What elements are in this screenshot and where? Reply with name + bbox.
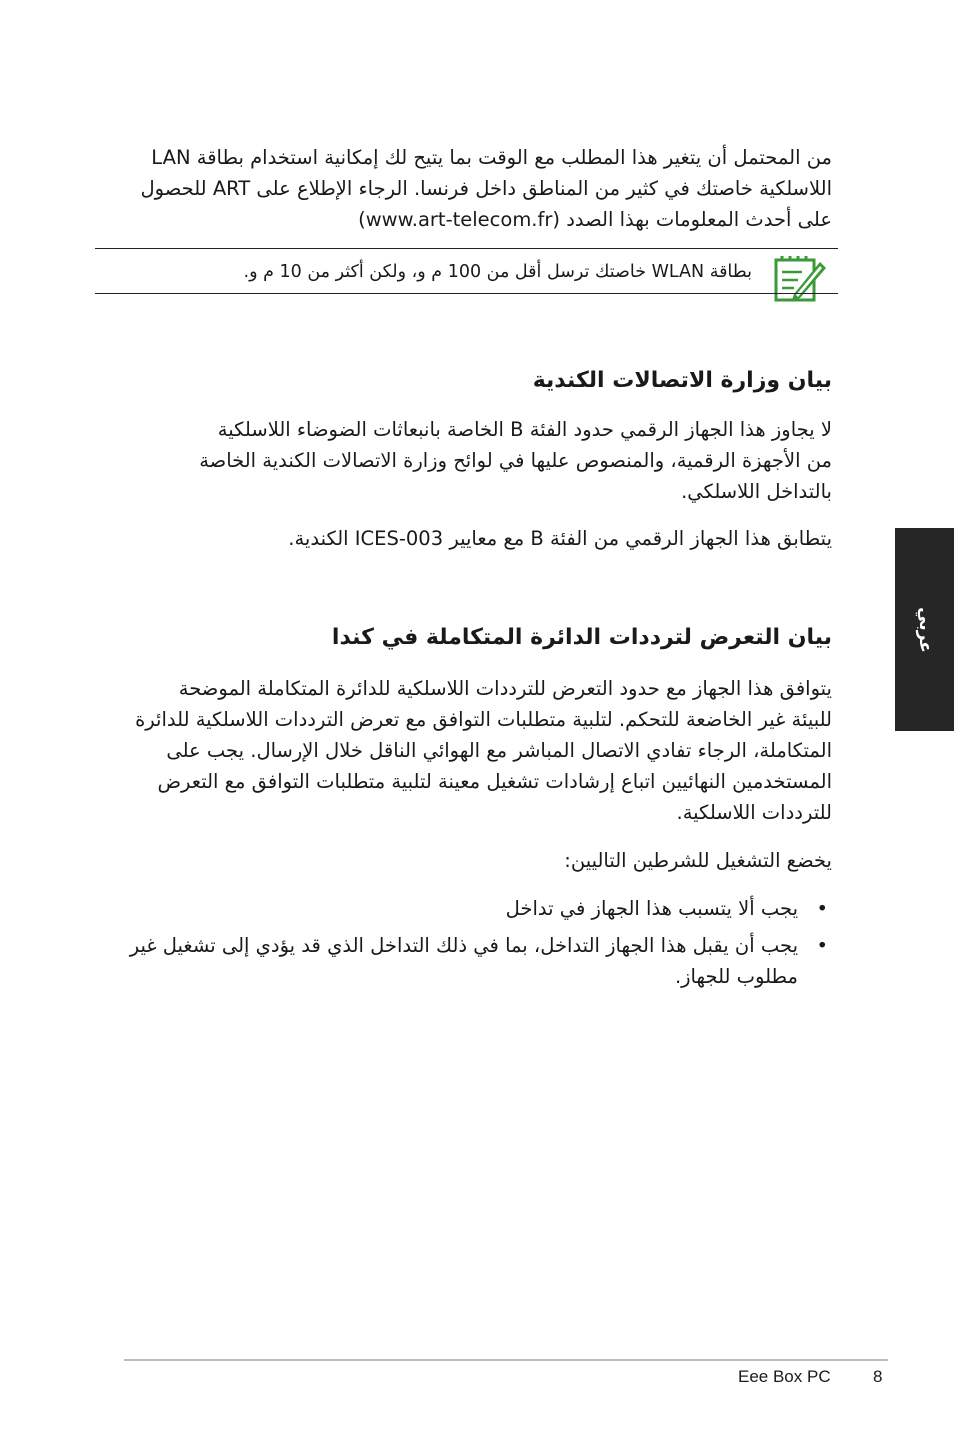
section2-line: يتوافق هذا الجهاز مع حدود التعرض للترددات اللاسلكية للدائرة المتكاملة الموضحة: [178, 677, 832, 700]
list-item: [118, 930, 832, 992]
section1-compliance-text: يتطابق هذا الجهاز الرقمي من الفئة B مع معايير ICES-003 الكندية.: [288, 527, 832, 550]
list-item: [118, 893, 832, 924]
section2-paragraph: [118, 673, 832, 828]
intro-line: اللاسلكية خاصتك في كثير من المناطق داخل فرنسا. الرجاء الإطلاع على ART للحصول: [140, 177, 832, 200]
conditions-list: [118, 893, 832, 998]
intro-paragraph: [118, 142, 832, 235]
bullet-icon: •: [816, 897, 828, 920]
section1-line: بالتداخل اللاسلكي.: [681, 480, 832, 503]
note-text: بطاقة WLAN خاصتك ترسل أقل من 100 م و، ولكن أكثر من 10 م و.: [243, 262, 752, 282]
section2-line: المستخدمين النهائيين اتباع إرشادات تشغيل معينة لتلبية متطلبات التوافق مع التعرض: [157, 770, 832, 793]
section-heading-rf-exposure: بيان التعرض لترددات الدائرة المتكاملة في كندا: [331, 625, 832, 650]
section1-line: لا يجاوز هذا الجهاز الرقمي حدود الفئة B الخاصة بانبعاثات الضوضاء اللاسلكية: [217, 418, 832, 441]
section2-line: للترددات اللاسلكية.: [676, 801, 832, 824]
note-top-rule: [95, 248, 838, 249]
intro-line: من المحتمل أن يتغير هذا المطلب مع الوقت بما يتيح لك إمكانية استخدام بطاقة LAN: [151, 146, 832, 169]
footer-rule: [124, 1359, 888, 1361]
bullet-icon: •: [816, 934, 828, 957]
section1-paragraph: [118, 414, 832, 507]
conditions-intro: يخضع التشغيل للشرطين التاليين:: [564, 849, 832, 872]
list-item-text: يجب أن يقبل هذا الجهاز التداخل، بما في ذلك التداخل الذي قد يؤدي إلى تشغيل غير: [129, 934, 798, 957]
footer-title: Eee Box PC: [738, 1367, 831, 1386]
list-item-text: مطلوب للجهاز.: [674, 965, 798, 988]
note-pad-pencil-icon: [772, 252, 828, 304]
section1-line: من الأجهزة الرقمية، والمنصوص عليها في لوائح وزارة الاتصالات الكندية الخاصة: [199, 449, 832, 472]
section2-line: المتكاملة، الرجاء تفادي الاتصال المباشر مع الهوائي الناقل خلال الإرسال. يجب على: [166, 739, 832, 762]
intro-line: على أحدث المعلومات بهذا الصدد (www.art-telecom.fr): [358, 208, 832, 231]
language-tab-label: عربي: [914, 606, 935, 653]
language-side-tab: [895, 528, 954, 731]
note-bottom-rule: [95, 293, 838, 294]
list-item-text: يجب ألا يتسبب هذا الجهاز في تداخل: [505, 897, 798, 920]
section2-line: للبيئة غير الخاضعة للتحكم. لتلبية متطلبات التوافق مع تعرض الترددات اللاسلكية للدائرة: [135, 708, 832, 731]
section-heading-canada-dept: بيان وزارة الاتصالات الكندية: [532, 368, 832, 393]
page-number: 8: [873, 1367, 883, 1386]
